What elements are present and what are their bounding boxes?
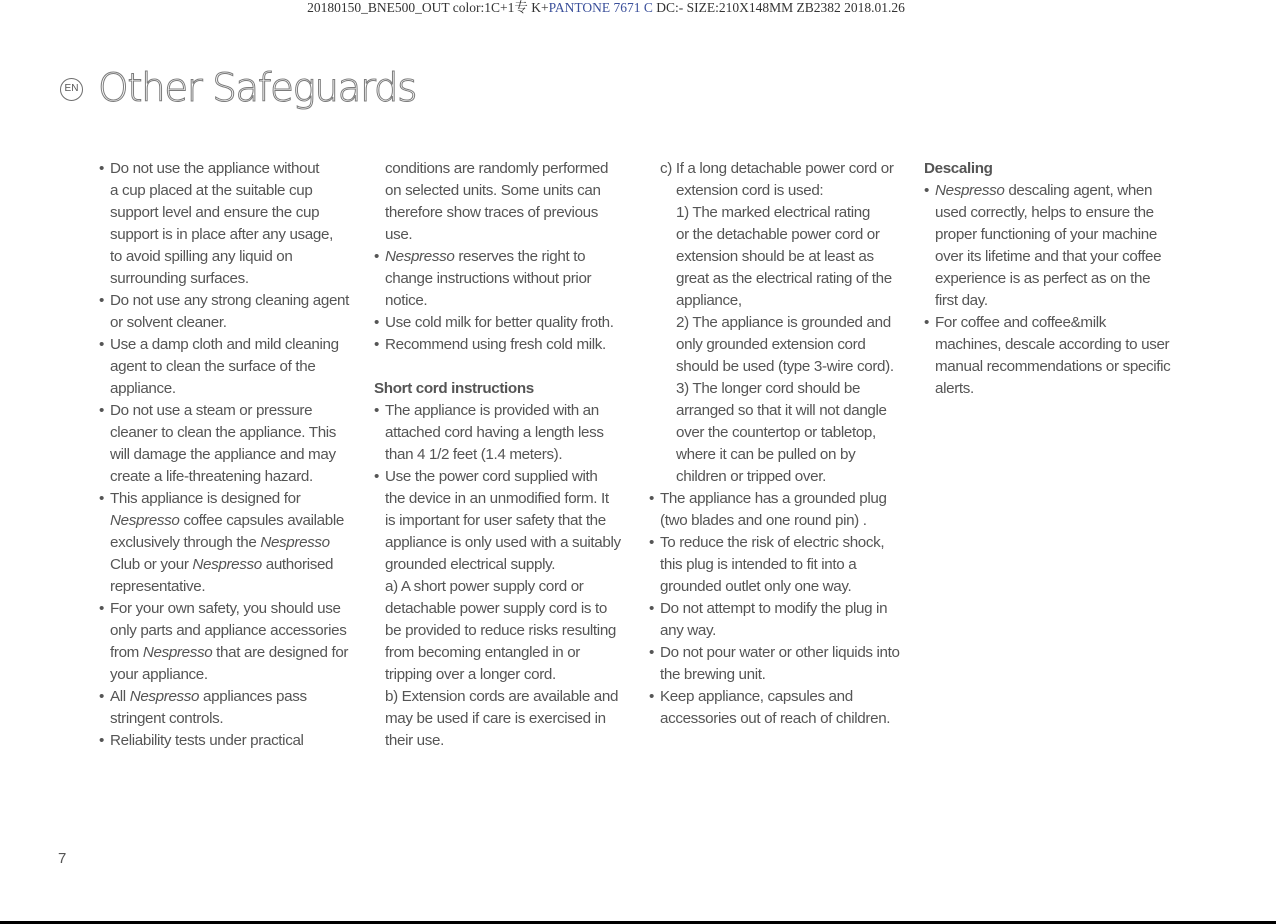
column-2 bbox=[374, 158, 632, 752]
bullet-grounded-plug: • The appliance has a grounded plug (two blades and one round pin) . bbox=[649, 488, 909, 532]
bullet-cold-milk: • Use cold milk for better quality froth. bbox=[374, 312, 632, 334]
bullet-fresh-milk: • Recommend using fresh cold milk. bbox=[374, 334, 632, 356]
bullet-modify-plug: • Do not attempt to modify the plug in any way. bbox=[649, 598, 909, 642]
bullet-descale-machines: • For coffee and coffee&milk machines, descale according to user manual recommendations or specific alerts. bbox=[924, 312, 1184, 400]
column-4 bbox=[924, 158, 1184, 400]
print-header-text: 20180150_BNE500_OUT color:1C+1专 K+ bbox=[307, 0, 549, 15]
descaling-heading: Descaling bbox=[924, 160, 993, 177]
bullet-reliability: • Reliability tests under practical bbox=[99, 730, 359, 752]
bullet-cleaning-agent: • Do not use any strong cleaning agent or solvent cleaner. bbox=[99, 290, 359, 334]
page-number: 7 bbox=[58, 850, 67, 867]
bullet-capsules: • This appliance is designed for Nespresso coffee capsules available exclusively through the Nespresso Club or your Nespresso authorised representative. bbox=[99, 488, 359, 598]
bullet-steam-cleaner: • Do not use a steam or pressure cleaner to clean the appliance. This will damage the appliance and may create a life-threatening hazard. bbox=[99, 400, 359, 488]
bullet-damp-cloth: • Use a damp cloth and mild cleaning agent to clean the surface of the appliance. bbox=[99, 334, 359, 400]
bullet-cup-support: • Do not use the appliance without a cup placed at the suitable cup support level and ensure the cup support is in place after any usage, to avoid spilling any liquid on surrounding surfaces. bbox=[99, 158, 359, 290]
page-title: Other Safeguards bbox=[98, 66, 416, 111]
reliability-continued: conditions are randomly performed on selected units. Some units can therefore show traces of previous use. bbox=[385, 160, 609, 243]
print-header bbox=[0, 0, 1212, 16]
language-badge-icon: EN bbox=[60, 78, 83, 101]
bullet-reserves-right: • Nespresso reserves the right to change instructions without prior notice. bbox=[374, 246, 632, 312]
bullet-descaling-agent: • Nespresso descaling agent, when used correctly, helps to ensure the proper functioning of your machine over its lifetime and that your coffee experience is as perfect as on the first day. bbox=[924, 180, 1184, 312]
bullet-electric-shock: • To reduce the risk of electric shock, this plug is intended to fit into a grounded outlet only one way. bbox=[649, 532, 909, 598]
bullet-accessories: • For your own safety, you should use only parts and appliance accessories from Nespresso that are designed for your appliance. bbox=[99, 598, 359, 686]
bullet-attached-cord: • The appliance is provided with an attached cord having a length less than 4 1/2 feet (1.4 meters). bbox=[374, 400, 632, 466]
column-1 bbox=[99, 158, 359, 752]
print-header-pantone: PANTONE 7671 C bbox=[548, 0, 653, 15]
bullet-pour-water: • Do not pour water or other liquids into the brewing unit. bbox=[649, 642, 909, 686]
print-header-size: DC:- SIZE:210X148MM ZB2382 2018.01.26 bbox=[652, 0, 905, 15]
bullet-controls: • All Nespresso appliances pass stringent controls. bbox=[99, 686, 359, 730]
column-3 bbox=[649, 158, 909, 730]
extension-cord-item: c) If a long detachable power cord or extension cord is used: bbox=[660, 160, 894, 199]
short-cord-heading: Short cord instructions bbox=[374, 380, 534, 397]
extension-cord-conditions: 1) The marked electrical rating or the detachable power cord or extension should be at least as great as the electrical rating of the appliance, 2) The appliance is grounded and only grounded extension cord should be used (type 3-wire cord). 3) The longer cord should be arranged so that it will not dangle over the countertop or tabletop, where it can be pulled on by children or tripped over. bbox=[676, 204, 894, 485]
bullet-children: • Keep appliance, capsules and accessories out of reach of children. bbox=[649, 686, 909, 730]
bullet-power-cord: • Use the power cord supplied with the device in an unmodified form. It is important for user safety that the appliance is only used with a suitably grounded electrical supply. a) A short power supply cord or detachable power supply cord is to be provided to reduce risks resulting from becoming entangled in or tripping over a longer cord. b) Extension cords are available and may be used if care is exercised in their use. bbox=[374, 466, 632, 752]
